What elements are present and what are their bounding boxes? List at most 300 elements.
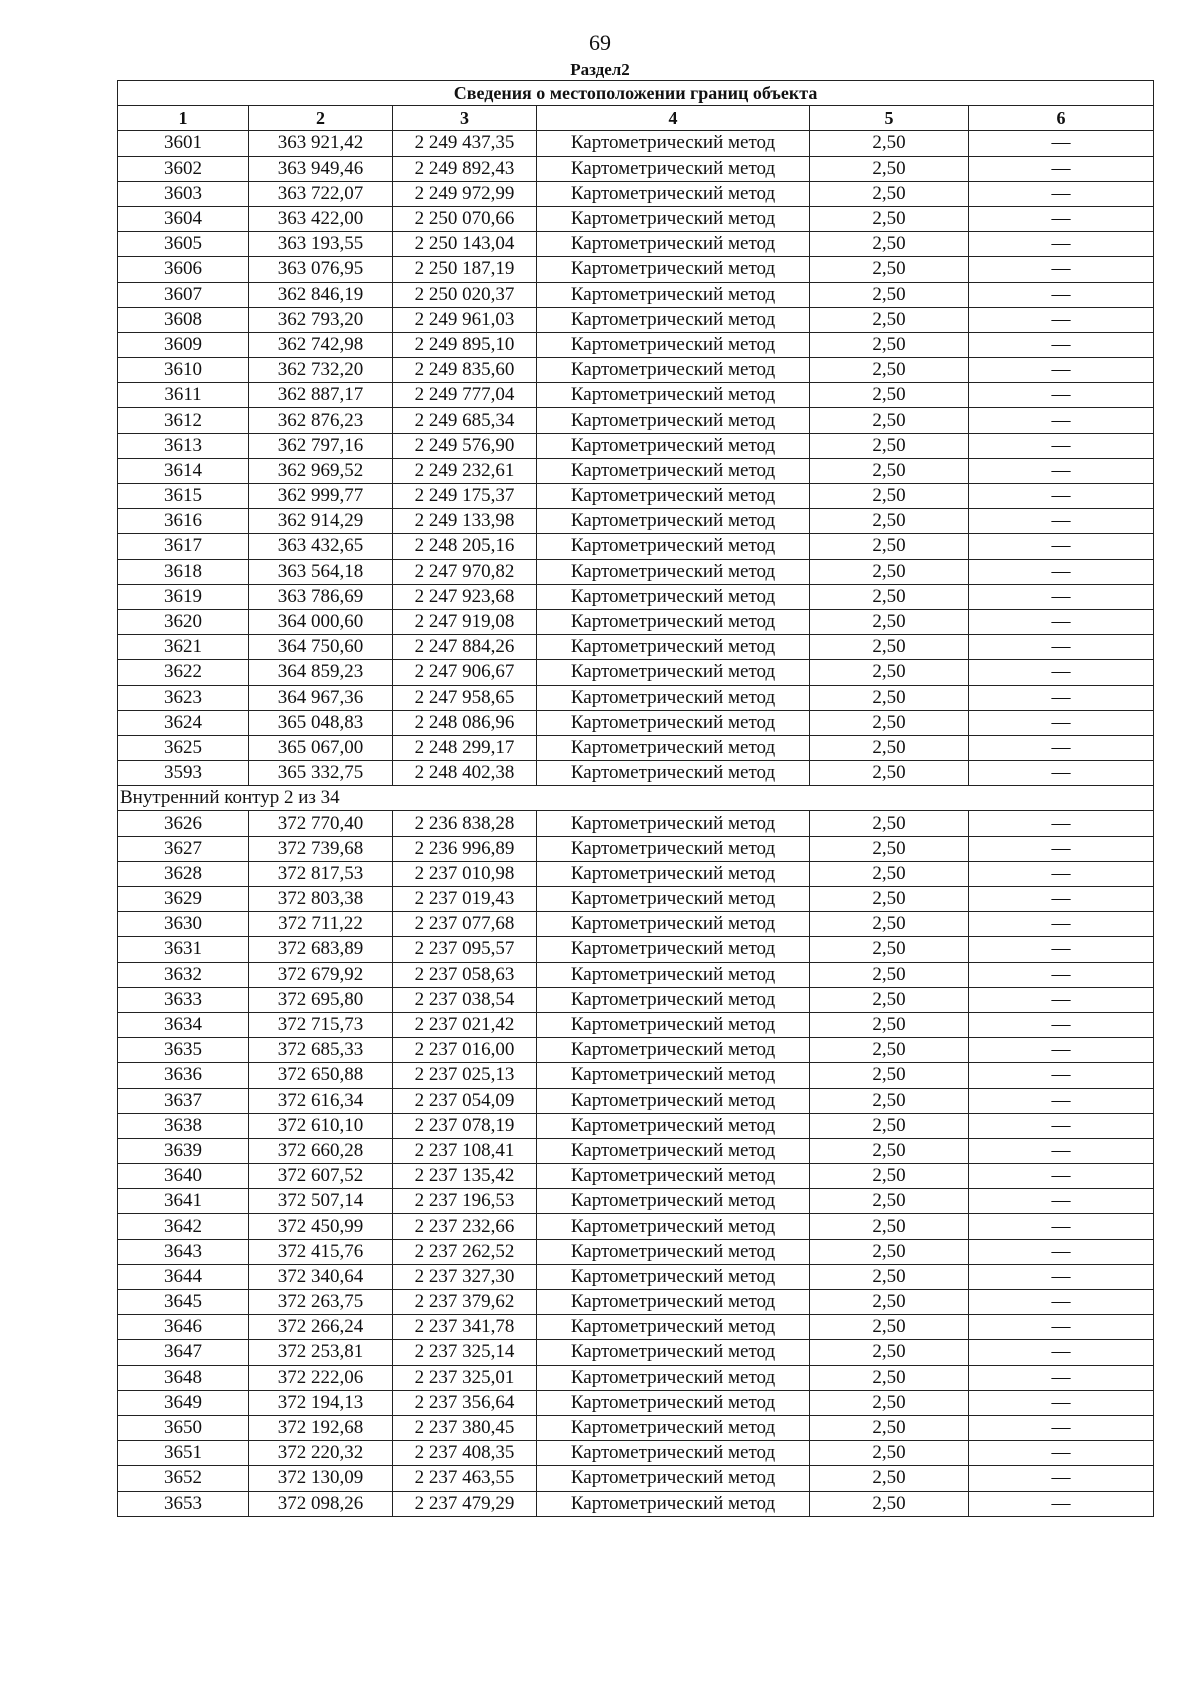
table-row — [118, 1113, 1154, 1138]
x-coordinate-cell: 362 914,29 — [249, 509, 393, 534]
column-header: 6 — [969, 106, 1154, 131]
table-row — [118, 987, 1154, 1012]
y-coordinate-cell: 2 248 086,96 — [393, 710, 537, 735]
description-cell: — — [969, 1138, 1154, 1163]
table-row — [118, 609, 1154, 634]
table-row — [118, 1340, 1154, 1365]
y-coordinate-cell: 2 237 108,41 — [393, 1138, 537, 1163]
point-number-cell: 3617 — [118, 534, 249, 559]
point-number-cell: 3610 — [118, 358, 249, 383]
method-cell: Картометрический метод — [537, 609, 810, 634]
method-cell: Картометрический метод — [537, 761, 810, 786]
table-row — [118, 131, 1154, 156]
accuracy-cell: 2,50 — [810, 584, 969, 609]
accuracy-cell: 2,50 — [810, 1466, 969, 1491]
table-row — [118, 761, 1154, 786]
method-cell: Картометрический метод — [537, 912, 810, 937]
y-coordinate-cell: 2 249 892,43 — [393, 156, 537, 181]
table-row — [118, 332, 1154, 357]
method-cell: Картометрический метод — [537, 1164, 810, 1189]
y-coordinate-cell: 2 250 020,37 — [393, 282, 537, 307]
method-cell: Картометрический метод — [537, 232, 810, 257]
table-row — [118, 660, 1154, 685]
x-coordinate-cell: 362 969,52 — [249, 458, 393, 483]
point-number-cell: 3625 — [118, 735, 249, 760]
x-coordinate-cell: 372 739,68 — [249, 836, 393, 861]
point-number-cell: 3651 — [118, 1441, 249, 1466]
method-cell: Картометрический метод — [537, 1415, 810, 1440]
method-cell: Картометрический метод — [537, 1214, 810, 1239]
y-coordinate-cell: 2 237 054,09 — [393, 1088, 537, 1113]
point-number-cell: 3645 — [118, 1290, 249, 1315]
accuracy-cell: 2,50 — [810, 735, 969, 760]
method-cell: Картометрический метод — [537, 710, 810, 735]
method-cell: Картометрический метод — [537, 206, 810, 231]
point-number-cell: 3606 — [118, 257, 249, 282]
method-cell: Картометрический метод — [537, 257, 810, 282]
point-number-cell: 3612 — [118, 408, 249, 433]
description-cell: — — [969, 735, 1154, 760]
method-cell: Картометрический метод — [537, 635, 810, 660]
table-row — [118, 710, 1154, 735]
description-cell: — — [969, 761, 1154, 786]
accuracy-cell: 2,50 — [810, 383, 969, 408]
accuracy-cell: 2,50 — [810, 836, 969, 861]
y-coordinate-cell: 2 249 232,61 — [393, 458, 537, 483]
x-coordinate-cell: 372 616,34 — [249, 1088, 393, 1113]
description-cell: — — [969, 484, 1154, 509]
point-number-cell: 3603 — [118, 181, 249, 206]
accuracy-cell: 2,50 — [810, 1038, 969, 1063]
table-row — [118, 484, 1154, 509]
point-number-cell: 3614 — [118, 458, 249, 483]
method-cell: Картометрический метод — [537, 987, 810, 1012]
method-cell: Картометрический метод — [537, 1340, 810, 1365]
table-header-row — [118, 106, 1154, 131]
x-coordinate-cell: 364 750,60 — [249, 635, 393, 660]
x-coordinate-cell: 362 732,20 — [249, 358, 393, 383]
description-cell: — — [969, 811, 1154, 836]
method-cell: Картометрический метод — [537, 811, 810, 836]
y-coordinate-cell: 2 237 025,13 — [393, 1063, 537, 1088]
column-header: 3 — [393, 106, 537, 131]
y-coordinate-cell: 2 249 972,99 — [393, 181, 537, 206]
x-coordinate-cell: 364 967,36 — [249, 685, 393, 710]
accuracy-cell: 2,50 — [810, 1138, 969, 1163]
x-coordinate-cell: 362 793,20 — [249, 307, 393, 332]
description-cell: — — [969, 206, 1154, 231]
y-coordinate-cell: 2 237 038,54 — [393, 987, 537, 1012]
method-cell: Картометрический метод — [537, 1012, 810, 1037]
method-cell: Картометрический метод — [537, 358, 810, 383]
accuracy-cell: 2,50 — [810, 131, 969, 156]
method-cell: Картометрический метод — [537, 383, 810, 408]
method-cell: Картометрический метод — [537, 836, 810, 861]
method-cell: Картометрический метод — [537, 509, 810, 534]
y-coordinate-cell: 2 249 576,90 — [393, 433, 537, 458]
accuracy-cell: 2,50 — [810, 937, 969, 962]
accuracy-cell: 2,50 — [810, 1088, 969, 1113]
table-row — [118, 257, 1154, 282]
point-number-cell: 3611 — [118, 383, 249, 408]
x-coordinate-cell: 372 660,28 — [249, 1138, 393, 1163]
table-row — [118, 735, 1154, 760]
point-number-cell: 3652 — [118, 1466, 249, 1491]
table-row — [118, 1214, 1154, 1239]
description-cell: — — [969, 1239, 1154, 1264]
method-cell: Картометрический метод — [537, 181, 810, 206]
accuracy-cell: 2,50 — [810, 1441, 969, 1466]
accuracy-cell: 2,50 — [810, 156, 969, 181]
method-cell: Картометрический метод — [537, 937, 810, 962]
y-coordinate-cell: 2 237 463,55 — [393, 1466, 537, 1491]
description-cell: — — [969, 1038, 1154, 1063]
x-coordinate-cell: 372 683,89 — [249, 937, 393, 962]
x-coordinate-cell: 362 797,16 — [249, 433, 393, 458]
table-row — [118, 1063, 1154, 1088]
x-coordinate-cell: 364 859,23 — [249, 660, 393, 685]
accuracy-cell: 2,50 — [810, 332, 969, 357]
accuracy-cell: 2,50 — [810, 761, 969, 786]
y-coordinate-cell: 2 237 078,19 — [393, 1113, 537, 1138]
accuracy-cell: 2,50 — [810, 912, 969, 937]
y-coordinate-cell: 2 247 919,08 — [393, 609, 537, 634]
accuracy-cell: 2,50 — [810, 1164, 969, 1189]
y-coordinate-cell: 2 237 341,78 — [393, 1315, 537, 1340]
table-row — [118, 912, 1154, 937]
method-cell: Картометрический метод — [537, 433, 810, 458]
description-cell: — — [969, 660, 1154, 685]
point-number-cell: 3641 — [118, 1189, 249, 1214]
y-coordinate-cell: 2 250 187,19 — [393, 257, 537, 282]
x-coordinate-cell: 372 253,81 — [249, 1340, 393, 1365]
table-caption: Сведения о местоположении границ объекта — [118, 81, 1154, 106]
point-number-cell: 3605 — [118, 232, 249, 257]
y-coordinate-cell: 2 247 970,82 — [393, 559, 537, 584]
y-coordinate-cell: 2 237 262,52 — [393, 1239, 537, 1264]
point-number-cell: 3638 — [118, 1113, 249, 1138]
x-coordinate-cell: 372 222,06 — [249, 1365, 393, 1390]
accuracy-cell: 2,50 — [810, 1365, 969, 1390]
point-number-cell: 3639 — [118, 1138, 249, 1163]
method-cell: Картометрический метод — [537, 534, 810, 559]
table-caption-row — [118, 81, 1154, 106]
x-coordinate-cell: 362 887,17 — [249, 383, 393, 408]
y-coordinate-cell: 2 249 437,35 — [393, 131, 537, 156]
method-cell: Картометрический метод — [537, 1063, 810, 1088]
point-number-cell: 3593 — [118, 761, 249, 786]
description-cell: — — [969, 1365, 1154, 1390]
point-number-cell: 3607 — [118, 282, 249, 307]
point-number-cell: 3604 — [118, 206, 249, 231]
y-coordinate-cell: 2 249 175,37 — [393, 484, 537, 509]
table-row — [118, 1088, 1154, 1113]
table-row — [118, 1138, 1154, 1163]
point-number-cell: 3630 — [118, 912, 249, 937]
x-coordinate-cell: 365 332,75 — [249, 761, 393, 786]
x-coordinate-cell: 372 817,53 — [249, 861, 393, 886]
x-coordinate-cell: 365 067,00 — [249, 735, 393, 760]
table-row — [118, 1239, 1154, 1264]
x-coordinate-cell: 362 742,98 — [249, 332, 393, 357]
point-number-cell: 3635 — [118, 1038, 249, 1063]
method-cell: Картометрический метод — [537, 660, 810, 685]
point-number-cell: 3627 — [118, 836, 249, 861]
x-coordinate-cell: 372 507,14 — [249, 1189, 393, 1214]
method-cell: Картометрический метод — [537, 1189, 810, 1214]
accuracy-cell: 2,50 — [810, 1189, 969, 1214]
table-row — [118, 534, 1154, 559]
description-cell: — — [969, 1189, 1154, 1214]
point-number-cell: 3621 — [118, 635, 249, 660]
method-cell: Картометрический метод — [537, 1138, 810, 1163]
y-coordinate-cell: 2 237 479,29 — [393, 1491, 537, 1516]
description-cell: — — [969, 1063, 1154, 1088]
method-cell: Картометрический метод — [537, 484, 810, 509]
description-cell: — — [969, 1390, 1154, 1415]
point-number-cell: 3637 — [118, 1088, 249, 1113]
description-cell: — — [969, 887, 1154, 912]
point-number-cell: 3640 — [118, 1164, 249, 1189]
description-cell: — — [969, 181, 1154, 206]
table-row — [118, 206, 1154, 231]
point-number-cell: 3633 — [118, 987, 249, 1012]
y-coordinate-cell: 2 236 996,89 — [393, 836, 537, 861]
point-number-cell: 3619 — [118, 584, 249, 609]
x-coordinate-cell: 372 415,76 — [249, 1239, 393, 1264]
point-number-cell: 3615 — [118, 484, 249, 509]
accuracy-cell: 2,50 — [810, 534, 969, 559]
point-number-cell: 3620 — [118, 609, 249, 634]
point-number-cell: 3618 — [118, 559, 249, 584]
y-coordinate-cell: 2 249 835,60 — [393, 358, 537, 383]
method-cell: Картометрический метод — [537, 685, 810, 710]
accuracy-cell: 2,50 — [810, 1290, 969, 1315]
table-row — [118, 887, 1154, 912]
accuracy-cell: 2,50 — [810, 987, 969, 1012]
x-coordinate-cell: 363 193,55 — [249, 232, 393, 257]
point-number-cell: 3642 — [118, 1214, 249, 1239]
accuracy-cell: 2,50 — [810, 1113, 969, 1138]
y-coordinate-cell: 2 237 325,14 — [393, 1340, 537, 1365]
accuracy-cell: 2,50 — [810, 257, 969, 282]
description-cell: — — [969, 1113, 1154, 1138]
section-title: Раздел2 — [570, 60, 630, 79]
description-cell: — — [969, 282, 1154, 307]
table-row — [118, 861, 1154, 886]
description-cell: — — [969, 710, 1154, 735]
y-coordinate-cell: 2 237 325,01 — [393, 1365, 537, 1390]
x-coordinate-cell: 372 711,22 — [249, 912, 393, 937]
accuracy-cell: 2,50 — [810, 1315, 969, 1340]
y-coordinate-cell: 2 237 010,98 — [393, 861, 537, 886]
column-header: 1 — [118, 106, 249, 131]
method-cell: Картометрический метод — [537, 282, 810, 307]
table-row — [118, 937, 1154, 962]
y-coordinate-cell: 2 249 961,03 — [393, 307, 537, 332]
accuracy-cell: 2,50 — [810, 962, 969, 987]
x-coordinate-cell: 372 130,09 — [249, 1466, 393, 1491]
boundary-coordinates-table — [117, 80, 1154, 1517]
point-number-cell: 3636 — [118, 1063, 249, 1088]
column-header: 5 — [810, 106, 969, 131]
contour-label: Внутренний контур 2 из 34 — [118, 786, 1154, 811]
point-number-cell: 3632 — [118, 962, 249, 987]
method-cell: Картометрический метод — [537, 458, 810, 483]
method-cell: Картометрический метод — [537, 131, 810, 156]
table-row — [118, 232, 1154, 257]
table-row — [118, 1415, 1154, 1440]
description-cell: — — [969, 458, 1154, 483]
table-row — [118, 358, 1154, 383]
description-cell: — — [969, 131, 1154, 156]
accuracy-cell: 2,50 — [810, 282, 969, 307]
description-cell: — — [969, 1340, 1154, 1365]
x-coordinate-cell: 372 770,40 — [249, 811, 393, 836]
table-row — [118, 635, 1154, 660]
y-coordinate-cell: 2 250 143,04 — [393, 232, 537, 257]
description-cell: — — [969, 383, 1154, 408]
contour-row — [118, 786, 1154, 811]
description-cell: — — [969, 358, 1154, 383]
table-row — [118, 1466, 1154, 1491]
description-cell: — — [969, 1088, 1154, 1113]
point-number-cell: 3602 — [118, 156, 249, 181]
method-cell: Картометрический метод — [537, 1290, 810, 1315]
accuracy-cell: 2,50 — [810, 484, 969, 509]
x-coordinate-cell: 372 340,64 — [249, 1264, 393, 1289]
method-cell: Картометрический метод — [537, 559, 810, 584]
point-number-cell: 3648 — [118, 1365, 249, 1390]
accuracy-cell: 2,50 — [810, 559, 969, 584]
method-cell: Картометрический метод — [537, 1088, 810, 1113]
description-cell: — — [969, 635, 1154, 660]
method-cell: Картометрический метод — [537, 861, 810, 886]
y-coordinate-cell: 2 237 021,42 — [393, 1012, 537, 1037]
x-coordinate-cell: 363 422,00 — [249, 206, 393, 231]
point-number-cell: 3649 — [118, 1390, 249, 1415]
description-cell: — — [969, 232, 1154, 257]
description-cell: — — [969, 1315, 1154, 1340]
x-coordinate-cell: 372 715,73 — [249, 1012, 393, 1037]
point-number-cell: 3647 — [118, 1340, 249, 1365]
description-cell: — — [969, 1164, 1154, 1189]
y-coordinate-cell: 2 248 402,38 — [393, 761, 537, 786]
table-row — [118, 1365, 1154, 1390]
description-cell: — — [969, 433, 1154, 458]
accuracy-cell: 2,50 — [810, 1264, 969, 1289]
table-row — [118, 1038, 1154, 1063]
method-cell: Картометрический метод — [537, 735, 810, 760]
table-row — [118, 1264, 1154, 1289]
x-coordinate-cell: 365 048,83 — [249, 710, 393, 735]
y-coordinate-cell: 2 247 958,65 — [393, 685, 537, 710]
description-cell: — — [969, 1441, 1154, 1466]
accuracy-cell: 2,50 — [810, 1214, 969, 1239]
description-cell: — — [969, 836, 1154, 861]
accuracy-cell: 2,50 — [810, 206, 969, 231]
method-cell: Картометрический метод — [537, 1239, 810, 1264]
description-cell: — — [969, 937, 1154, 962]
accuracy-cell: 2,50 — [810, 358, 969, 383]
method-cell: Картометрический метод — [537, 1390, 810, 1415]
y-coordinate-cell: 2 249 133,98 — [393, 509, 537, 534]
point-number-cell: 3631 — [118, 937, 249, 962]
y-coordinate-cell: 2 237 019,43 — [393, 887, 537, 912]
x-coordinate-cell: 363 722,07 — [249, 181, 393, 206]
y-coordinate-cell: 2 237 016,00 — [393, 1038, 537, 1063]
accuracy-cell: 2,50 — [810, 660, 969, 685]
description-cell: — — [969, 1012, 1154, 1037]
description-cell: — — [969, 1491, 1154, 1516]
accuracy-cell: 2,50 — [810, 408, 969, 433]
point-number-cell: 3626 — [118, 811, 249, 836]
x-coordinate-cell: 362 876,23 — [249, 408, 393, 433]
x-coordinate-cell: 372 679,92 — [249, 962, 393, 987]
method-cell: Картометрический метод — [537, 408, 810, 433]
x-coordinate-cell: 372 685,33 — [249, 1038, 393, 1063]
accuracy-cell: 2,50 — [810, 458, 969, 483]
y-coordinate-cell: 2 250 070,66 — [393, 206, 537, 231]
method-cell: Картометрический метод — [537, 332, 810, 357]
table-row — [118, 282, 1154, 307]
point-number-cell: 3646 — [118, 1315, 249, 1340]
description-cell: — — [969, 861, 1154, 886]
description-cell: — — [969, 559, 1154, 584]
x-coordinate-cell: 372 220,32 — [249, 1441, 393, 1466]
y-coordinate-cell: 2 237 058,63 — [393, 962, 537, 987]
method-cell: Картометрический метод — [537, 584, 810, 609]
x-coordinate-cell: 372 695,80 — [249, 987, 393, 1012]
point-number-cell: 3653 — [118, 1491, 249, 1516]
point-number-cell: 3634 — [118, 1012, 249, 1037]
table-row — [118, 1164, 1154, 1189]
accuracy-cell: 2,50 — [810, 710, 969, 735]
x-coordinate-cell: 363 949,46 — [249, 156, 393, 181]
table-row — [118, 1290, 1154, 1315]
point-number-cell: 3643 — [118, 1239, 249, 1264]
accuracy-cell: 2,50 — [810, 307, 969, 332]
x-coordinate-cell: 363 786,69 — [249, 584, 393, 609]
y-coordinate-cell: 2 237 232,66 — [393, 1214, 537, 1239]
point-number-cell: 3624 — [118, 710, 249, 735]
description-cell: — — [969, 1290, 1154, 1315]
description-cell: — — [969, 584, 1154, 609]
description-cell: — — [969, 1264, 1154, 1289]
table-row — [118, 156, 1154, 181]
accuracy-cell: 2,50 — [810, 1491, 969, 1516]
column-header: 4 — [537, 106, 810, 131]
table-row — [118, 181, 1154, 206]
x-coordinate-cell: 363 921,42 — [249, 131, 393, 156]
description-cell: — — [969, 1466, 1154, 1491]
x-coordinate-cell: 372 098,26 — [249, 1491, 393, 1516]
point-number-cell: 3629 — [118, 887, 249, 912]
point-number-cell: 3623 — [118, 685, 249, 710]
description-cell: — — [969, 307, 1154, 332]
y-coordinate-cell: 2 237 095,57 — [393, 937, 537, 962]
y-coordinate-cell: 2 247 884,26 — [393, 635, 537, 660]
x-coordinate-cell: 372 266,24 — [249, 1315, 393, 1340]
x-coordinate-cell: 364 000,60 — [249, 609, 393, 634]
method-cell: Картометрический метод — [537, 307, 810, 332]
y-coordinate-cell: 2 248 299,17 — [393, 735, 537, 760]
accuracy-cell: 2,50 — [810, 685, 969, 710]
y-coordinate-cell: 2 237 408,35 — [393, 1441, 537, 1466]
accuracy-cell: 2,50 — [810, 509, 969, 534]
y-coordinate-cell: 2 248 205,16 — [393, 534, 537, 559]
y-coordinate-cell: 2 237 077,68 — [393, 912, 537, 937]
